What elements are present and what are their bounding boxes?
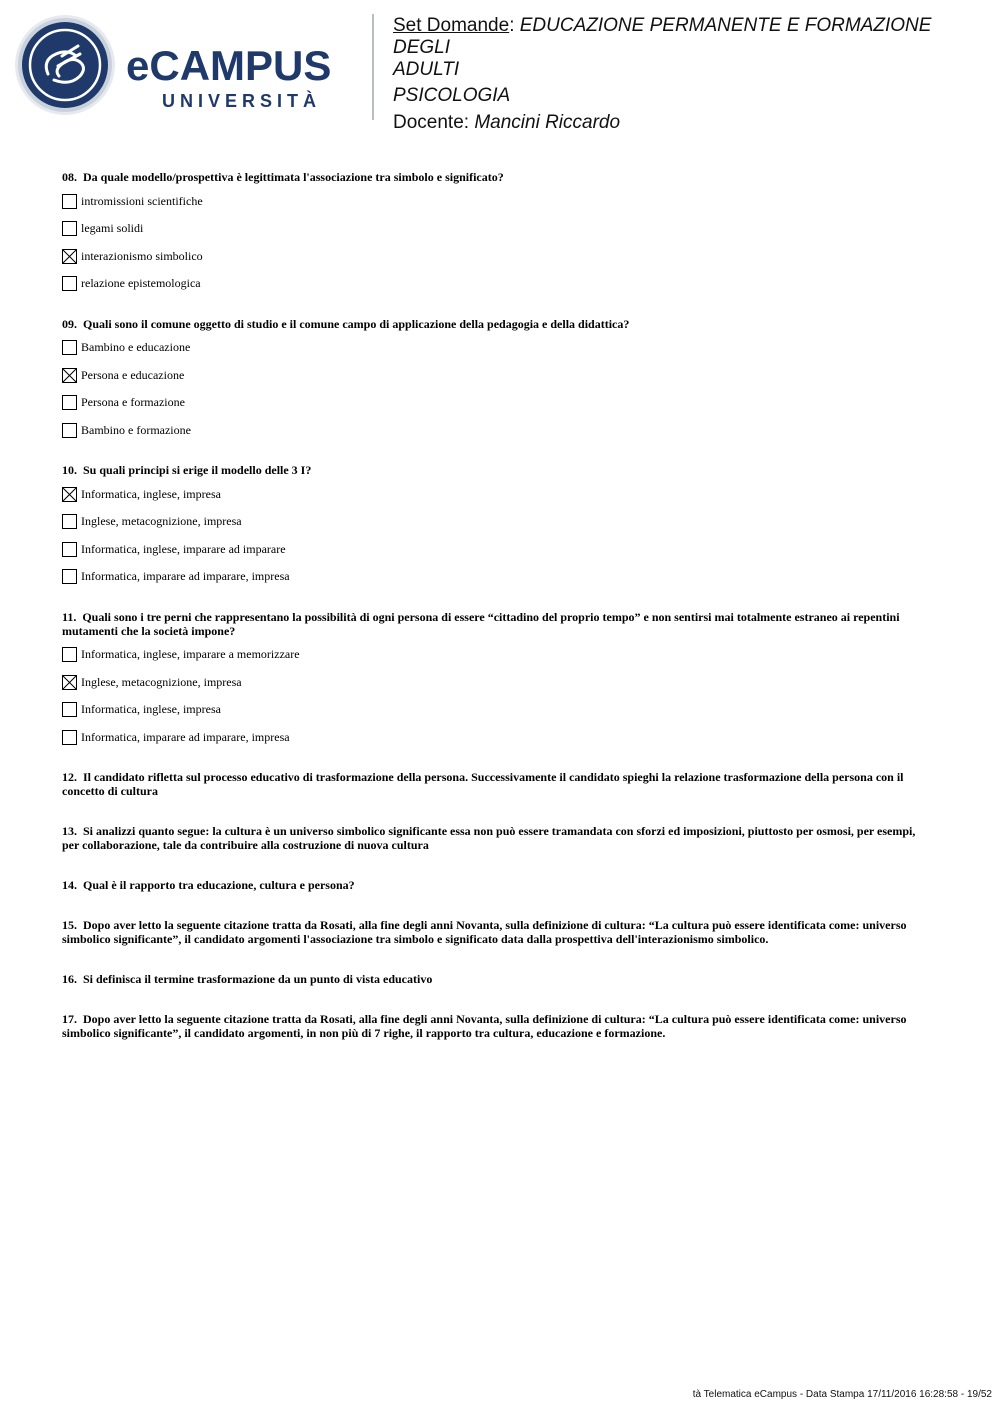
cross-mark-icon [63,250,76,263]
open-question [62,770,932,798]
option-label: interazionismo simbolico [81,248,203,263]
checkbox[interactable] [62,542,77,557]
subject-name: PSICOLOGIA [393,85,511,106]
logo-wordmark: eCAMPUS [126,42,332,89]
set-title-line1: EDUCAZIONE PERMANENTE E FORMAZIONE DEGLI [393,15,932,58]
question-number: 12. [62,770,77,784]
question-number: 16. [62,972,77,986]
question-label: Qual è il rapporto tra educazione, cultura e persona? [83,878,355,892]
open-questions [62,770,932,1040]
open-question [62,972,932,986]
question-number: 10. [62,463,77,477]
answer-option[interactable] [62,539,932,559]
cross-mark-icon [63,369,76,382]
checkbox[interactable] [62,730,77,745]
set-title [393,15,993,81]
checked-checkbox[interactable] [62,249,77,264]
answer-option[interactable] [62,420,932,440]
question-label: Dopo aver letto la seguente citazione tratta da Rosati, alla fine degli anni Novanta, sulla definizione di cultura: “La cultura può essere identificata come: universo simbolico significante”, il candidato argomenti, in non più di 7 righe, il rapporto tra cultura, educazione e formazione. [62,1012,907,1040]
open-question [62,1012,932,1040]
answer-option[interactable] [62,484,932,504]
checkbox[interactable] [62,395,77,410]
question-number: 11. [62,609,77,624]
question [62,463,932,587]
checkbox[interactable] [62,647,77,662]
option-label: legami solidi [81,221,144,235]
question-text [62,317,932,331]
set-label: Set Domande [393,15,510,36]
question-label: Il candidato rifletta sul processo educativo di trasformazione della persona. Successivamente il candidato spieghi la relazione trasformazione della persona con il concetto di cultura [62,770,904,798]
checkbox[interactable] [62,569,77,584]
answer-option[interactable] [62,567,932,587]
option-label: intromissioni scientifiche [81,193,203,208]
question-number: 14. [62,878,77,892]
cross-mark-icon [63,676,76,689]
question [62,317,932,441]
question-label: Dopo aver letto la seguente citazione tratta da Rosati, alla fine degli anni Novanta, sulla definizione di cultura: “La cultura può essere identificata come: universo simbolico significante”, il candidato argomenti l'associazione tra simbolo e significato data dalla prospettiva dell'interazionismo simbolico. [62,918,907,946]
header-divider [372,14,374,120]
option-label: Inglese, metacognizione, impresa [81,514,242,528]
question [62,610,932,748]
option-label: Informatica, inglese, imparare ad imparare [81,541,286,556]
answer-option[interactable] [62,512,932,532]
option-label: Informatica, inglese, impresa [81,486,221,501]
checkbox[interactable] [62,194,77,209]
question-label: Da quale modello/prospettiva è legittimata l'associazione tra simbolo e significato? [83,170,504,184]
option-label: Bambino e educazione [81,340,191,354]
question-number: 13. [62,824,77,838]
set-title-line2: ADULTI [393,59,460,80]
teacher-line [393,112,993,134]
page-header [0,0,1000,133]
answer-option[interactable] [62,246,932,266]
page-footer: tà Telematica eCampus - Data Stampa 17/11/2016 16:28:58 - 19/52 [692,1389,992,1400]
questions-content [62,170,932,1066]
option-label: Informatica, imparare ad imparare, impresa [81,729,290,744]
question-text [62,170,932,184]
checkbox[interactable] [62,340,77,355]
answer-option[interactable] [62,191,932,211]
question-label: Quali sono i tre perni che rappresentano la possibilità di ogni persona di essere “cittadino del proprio tempo” e non sentirsi mai totalmente estraneo ai repentini mutamenti che la società impone? [62,609,900,638]
checkbox[interactable] [62,514,77,529]
question-text [62,610,932,638]
open-question [62,824,932,852]
set-separator: : [509,15,520,36]
question-number: 09. [62,316,77,331]
checked-checkbox[interactable] [62,487,77,502]
answer-option[interactable] [62,672,932,692]
question-number: 15. [62,918,77,932]
option-label: Informatica, imparare ad imparare, impresa [81,569,290,583]
question-label: Si analizzi quanto segue: la cultura è un universo simbolico significante essa non può essere tramandata con sforzi ed imposizioni, piuttosto per osmosi, per esempi, per collaborazione, tale da contribuire alla costruzione di nuova cultura [62,824,916,852]
open-question [62,878,932,892]
question [62,170,932,294]
teacher-label: Docente: [393,112,475,133]
option-label: Inglese, metacognizione, impresa [81,674,242,689]
option-label: relazione epistemologica [81,276,201,290]
checkbox[interactable] [62,276,77,291]
question-text [62,463,932,477]
cross-mark-icon [63,488,76,501]
answer-option[interactable] [62,393,932,413]
ecampus-logo [14,14,359,116]
checked-checkbox[interactable] [62,675,77,690]
multiple-choice-questions [62,170,932,747]
answer-option[interactable] [62,365,932,385]
answer-option[interactable] [62,338,932,358]
answer-option[interactable] [62,700,932,720]
answer-option[interactable] [62,219,932,239]
checkbox[interactable] [62,423,77,438]
option-label: Persona e educazione [81,367,185,382]
open-question [62,918,932,946]
option-label: Informatica, inglese, imparare a memorizzare [81,647,300,661]
question-number: 17. [62,1012,77,1026]
question-number: 08. [62,170,77,184]
header-info [393,15,993,139]
teacher-name: Mancini Riccardo [474,112,621,133]
answer-option[interactable] [62,274,932,294]
checkbox[interactable] [62,702,77,717]
logo-subtext: UNIVERSITÀ [162,91,322,111]
option-label: Bambino e formazione [81,422,191,437]
option-label: Informatica, inglese, impresa [81,702,221,716]
answer-option[interactable] [62,645,932,665]
checked-checkbox[interactable] [62,368,77,383]
question-label: Su quali principi si erige il modello delle 3 I? [83,463,312,477]
answer-option[interactable] [62,727,932,747]
option-label: Persona e formazione [81,395,185,409]
question-label: Si definisca il termine trasformazione da un punto di vista educativo [83,972,433,986]
checkbox[interactable] [62,221,77,236]
question-label: Quali sono il comune oggetto di studio e il comune campo di applicazione della pedagogia e della didattica? [83,316,630,331]
